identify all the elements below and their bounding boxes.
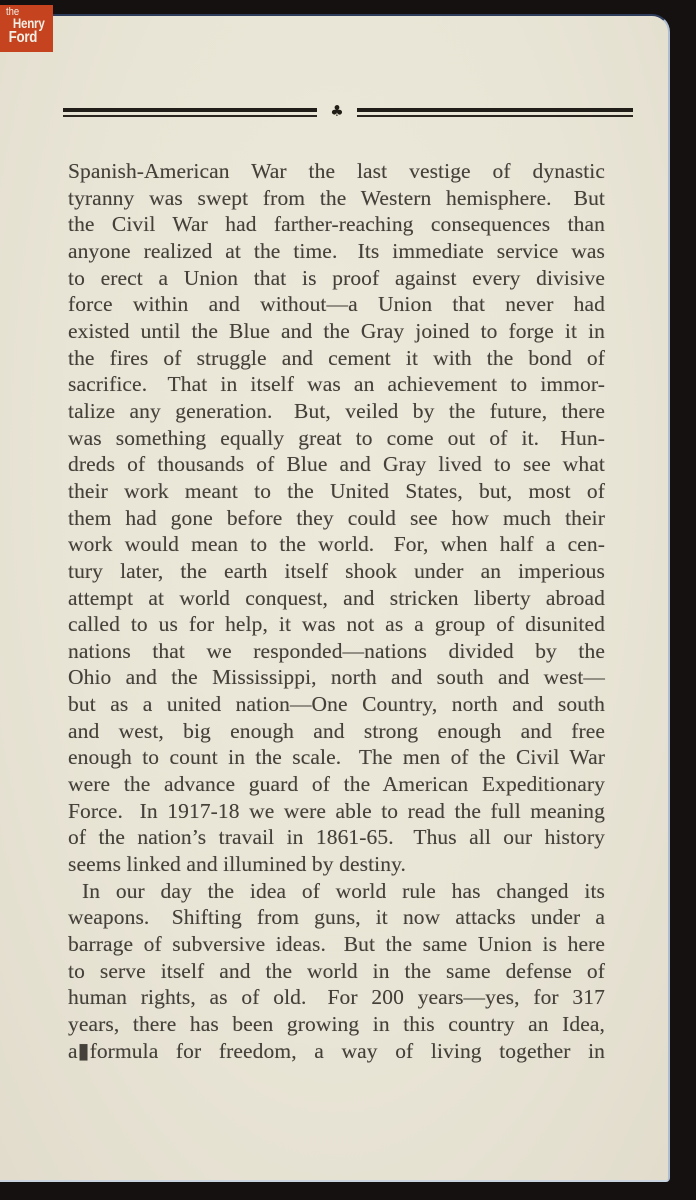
text-line: the Civil War had farther-reaching consequences than — [68, 212, 605, 237]
text-line: was something equally great to come out of it. Hun- — [68, 425, 605, 450]
logo-word-ford: Ford — [8, 29, 38, 46]
page-text — [68, 158, 605, 1064]
text-line: work would mean to the world. For, when half a cen- — [68, 532, 605, 557]
text-line: of the nation’s travail in 1861-65. Thus all our history — [68, 825, 605, 850]
text-line: but as a united nation—One Country, north and south — [68, 692, 605, 717]
book-page — [0, 14, 670, 1182]
henry-ford-logo-text — [0, 5, 55, 52]
text-line: them had gone before they could see how much their — [68, 505, 605, 530]
text-line: force within and without—a Union that never had — [68, 292, 605, 317]
text-line: Ohio and the Mississippi, north and south and west— — [68, 665, 605, 690]
text-line: talize any generation. But, veiled by the future, there — [68, 398, 605, 423]
text-line: called to us for help, it was not as a group of disunited — [68, 612, 605, 637]
henry-ford-logo — [0, 5, 53, 52]
text-line: the fires of struggle and cement it with the bond of — [68, 345, 605, 370]
text-line: barrage of subversive ideas. But the same Union is here — [68, 932, 605, 957]
text-line: seems linked and illumined by destiny. — [68, 852, 406, 877]
text-line: a▮formula for freedom, a way of living together in — [68, 1038, 605, 1063]
text-line: attempt at world conquest, and stricken liberty abroad — [68, 585, 605, 610]
text-line: Spanish-American War the last vestige of dynastic — [68, 159, 605, 183]
text-line: existed until the Blue and the Gray joined to forge it in — [68, 318, 605, 343]
text-line: to serve itself and the world in the same defense of — [68, 958, 605, 983]
text-line: sacrifice. That in itself was an achievement to immor- — [68, 372, 605, 397]
text-line: nations that we responded—nations divided by the — [68, 638, 605, 663]
text-line: their work meant to the United States, but, most of — [68, 478, 605, 503]
header-rule — [63, 101, 633, 120]
text-line: In our day the idea of world rule has changed its — [82, 878, 605, 903]
text-line: tyranny was swept from the Western hemisphere. But — [68, 185, 605, 210]
text-line: weapons. Shifting from guns, it now attacks under a — [68, 905, 605, 930]
text-line: years, there has been growing in this country an Idea, — [68, 1012, 605, 1036]
fleur-ornament-icon: ♣ — [330, 101, 344, 120]
rule-left-segment — [63, 108, 317, 117]
text-line: tury later, the earth itself shook under an imperious — [68, 558, 605, 583]
text-line: and west, big enough and strong enough and free — [68, 718, 605, 743]
text-line: Force. In 1917-18 we were able to read the full meaning — [68, 798, 605, 823]
logo-word-the: the — [6, 6, 20, 18]
text-line: were the advance guard of the American Expeditionary — [68, 772, 605, 797]
text-line: human rights, as of old. For 200 years—yes, for 317 — [68, 985, 605, 1010]
text-line: enough to count in the scale. The men of the Civil War — [68, 745, 605, 770]
text-line: to erect a Union that is proof against every divisive — [68, 265, 605, 290]
text-line: dreds of thousands of Blue and Gray lived to see what — [68, 452, 605, 477]
logo-word-henry: Henry — [12, 16, 45, 31]
text-line: anyone realized at the time. Its immediate service was — [68, 238, 605, 263]
rule-right-segment — [357, 108, 633, 117]
